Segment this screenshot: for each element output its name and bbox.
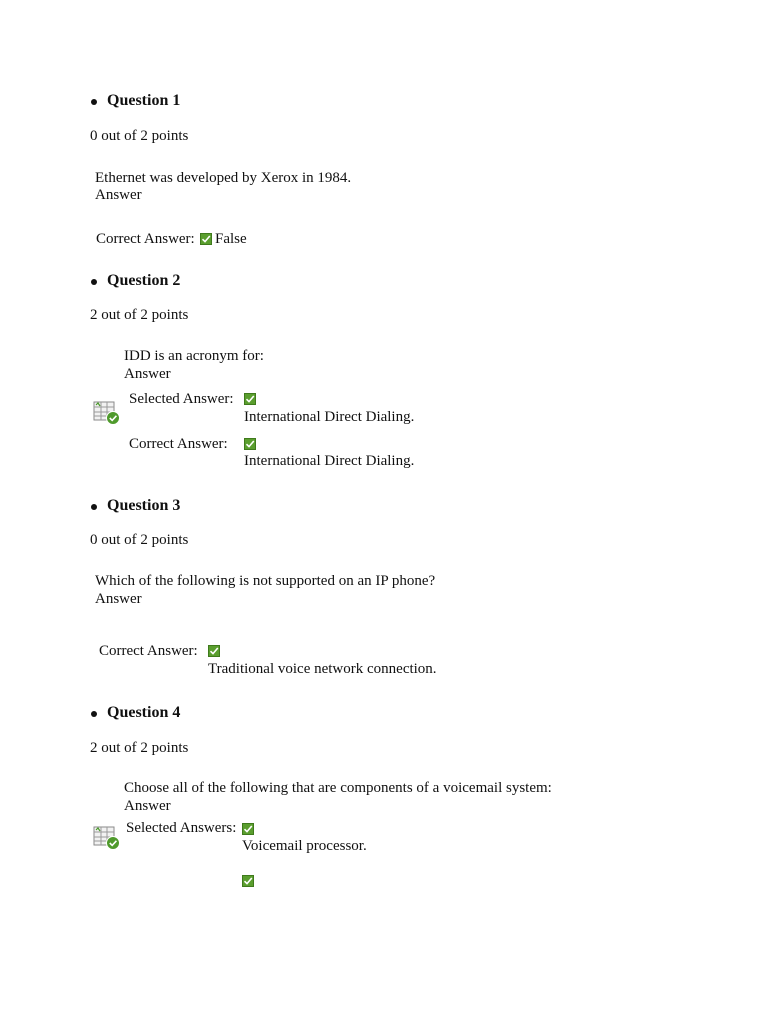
question-3-title: Question 3: [107, 497, 181, 514]
check-icon: [208, 645, 220, 657]
bullet-icon: [91, 711, 97, 717]
graded-correct-icon: [93, 400, 121, 426]
question-3-score: 0 out of 2 points: [90, 532, 189, 548]
question-1-score: 0 out of 2 points: [90, 128, 189, 144]
question-2-title: Question 2: [107, 272, 181, 289]
bullet-icon: [91, 279, 97, 285]
graded-correct-icon: [93, 825, 121, 851]
question-3-correct-label: Correct Answer:: [99, 643, 198, 659]
question-2-answer-label: Answer: [124, 366, 171, 382]
question-4-title: Question 4: [107, 704, 181, 721]
question-2-correct-value: International Direct Dialing.: [244, 453, 415, 469]
question-3-prompt: Which of the following is not supported on an IP phone?: [95, 573, 436, 589]
question-4-selected-value-1: Voicemail processor.: [242, 838, 367, 854]
question-2-selected-value: International Direct Dialing.: [244, 409, 415, 425]
question-1-answer-label: Answer: [95, 187, 142, 203]
check-icon: [242, 875, 254, 887]
question-2-selected-label: Selected Answer:: [129, 391, 234, 407]
question-4-answer-label: Answer: [124, 798, 171, 814]
question-2-score: 2 out of 2 points: [90, 307, 189, 323]
question-1-correct-label: Correct Answer:: [96, 231, 195, 247]
question-1-prompt: Ethernet was developed by Xerox in 1984.: [95, 170, 352, 186]
question-1-title: Question 1: [107, 92, 181, 109]
question-2-prompt: IDD is an acronym for:: [124, 348, 264, 364]
question-1-correct-value: False: [215, 231, 247, 247]
check-icon: [200, 233, 212, 245]
bullet-icon: [91, 99, 97, 105]
check-icon: [244, 438, 256, 450]
question-4-selected-label: Selected Answers:: [126, 820, 237, 836]
question-3-answer-label: Answer: [95, 591, 142, 607]
question-4-score: 2 out of 2 points: [90, 740, 189, 756]
question-2-correct-label: Correct Answer:: [129, 436, 228, 452]
question-3-correct-value: Traditional voice network connection.: [208, 661, 437, 677]
bullet-icon: [91, 504, 97, 510]
check-icon: [244, 393, 256, 405]
check-icon: [242, 823, 254, 835]
question-4-prompt: Choose all of the following that are components of a voicemail system:: [124, 780, 552, 796]
